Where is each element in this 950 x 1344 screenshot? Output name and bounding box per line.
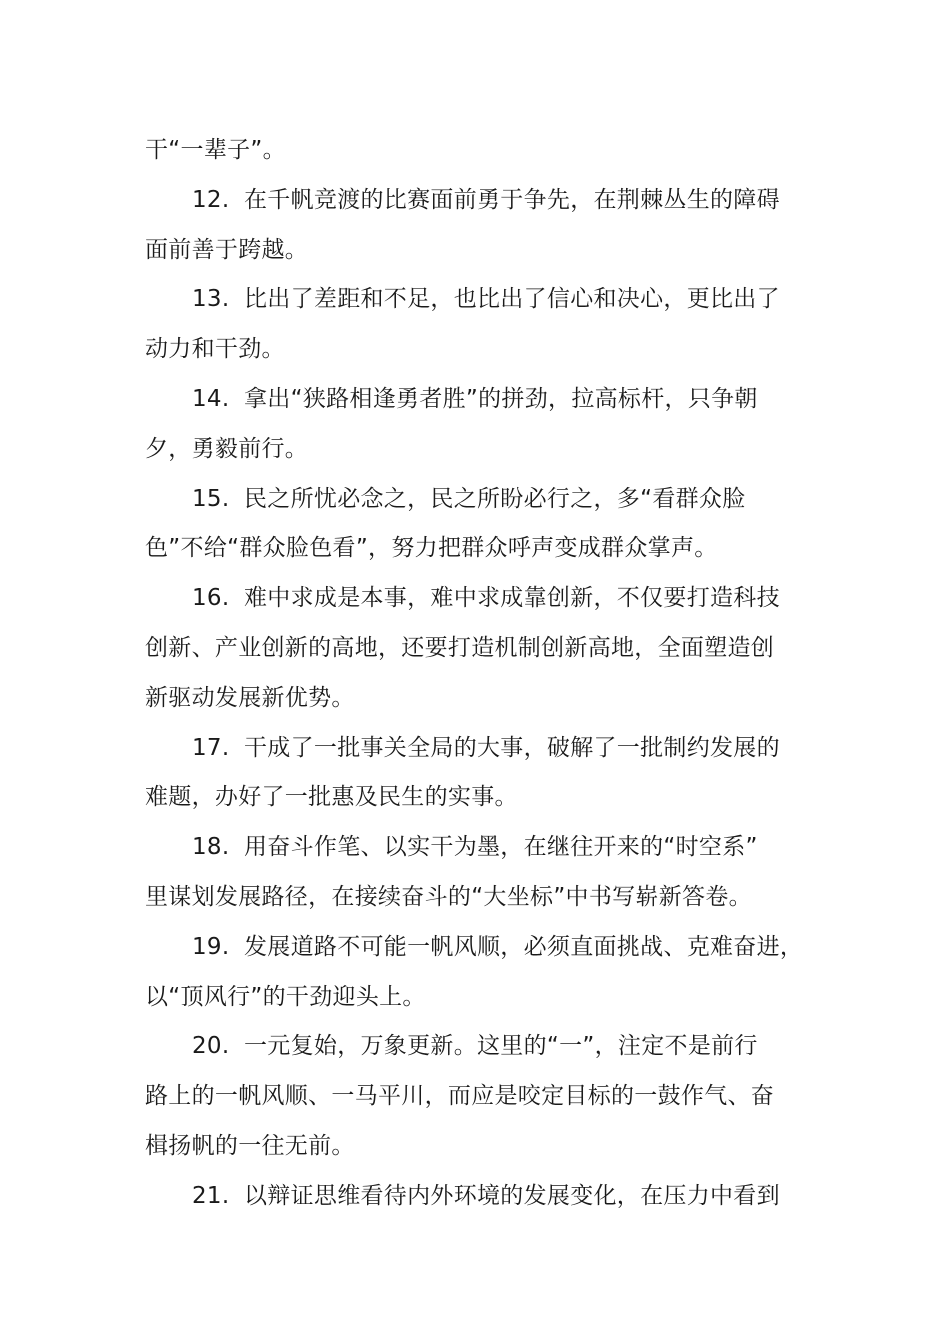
- text-line: 新驱动发展新优势。: [145, 684, 355, 711]
- text-line: 楫扬帆的一往无前。: [145, 1132, 355, 1159]
- item-number: 19.: [192, 933, 230, 960]
- item-number: 14.: [192, 385, 230, 412]
- list-item-18: 18. 用奋斗作笔、以实干为墨，在继往开来的“时空系”: [145, 823, 825, 873]
- list-item-21: 21. 以辩证思维看待内外环境的发展变化，在压力中看到: [145, 1172, 825, 1222]
- list-item-13: 13. 比出了差距和不足，也比出了信心和决心，更比出了: [145, 275, 825, 325]
- item-number: 20.: [192, 1033, 230, 1060]
- item-number: 18.: [192, 834, 230, 861]
- item-number: 17.: [192, 734, 230, 761]
- text-line: 夕，勇毅前行。: [145, 435, 309, 462]
- text-line: 创新、产业创新的高地，还要打造机制创新高地，全面塑造创: [145, 634, 775, 661]
- text-line: 难题，办好了一批惠及民生的实事。: [145, 784, 518, 811]
- text-line: 以“顶风行”的干劲迎头上。: [145, 983, 426, 1010]
- list-item-17: 17. 干成了一批事关全局的大事，破解了一批制约发展的: [145, 724, 825, 774]
- list-item-12: 12. 在千帆竞渡的比赛面前勇于争先，在荆棘丛生的障碍: [145, 176, 825, 226]
- item-number: 12.: [192, 186, 230, 213]
- list-item-15: 15. 民之所忧必念之，民之所盼必行之，多“看群众脸: [145, 475, 825, 525]
- list-item-16: 16. 难中求成是本事，难中求成靠创新，不仅要打造科技: [145, 574, 825, 624]
- item-number: 21.: [192, 1182, 230, 1209]
- text-line: 路上的一帆风顺、一马平川，而应是咬定目标的一鼓作气、奋: [145, 1083, 775, 1110]
- list-item-19: 19. 发展道路不可能一帆风顺，必须直面挑战、克难奋进，: [145, 923, 825, 973]
- list-item-14: 14. 拿出“狭路相逢勇者胜”的拼劲，拉高标杆，只争朝: [145, 375, 825, 425]
- text-line: 色”不给“群众脸色看”，努力把群众呼声变成群众掌声。: [145, 535, 718, 562]
- text-line: 动力和干劲。: [145, 336, 285, 363]
- document-body: [145, 126, 825, 1222]
- text-line: 面前善于跨越。: [145, 236, 309, 263]
- item-number: 13.: [192, 286, 230, 313]
- item-number: 15.: [192, 485, 230, 512]
- list-item-20: 20. 一元复始，万象更新。这里的“一”，注定不是前行: [145, 1022, 825, 1072]
- item-number: 16.: [192, 585, 230, 612]
- text-line: 干“一辈子”。: [145, 137, 286, 163]
- text-line: 里谋划发展路径，在接续奋斗的“大坐标”中书写崭新答卷。: [145, 883, 752, 910]
